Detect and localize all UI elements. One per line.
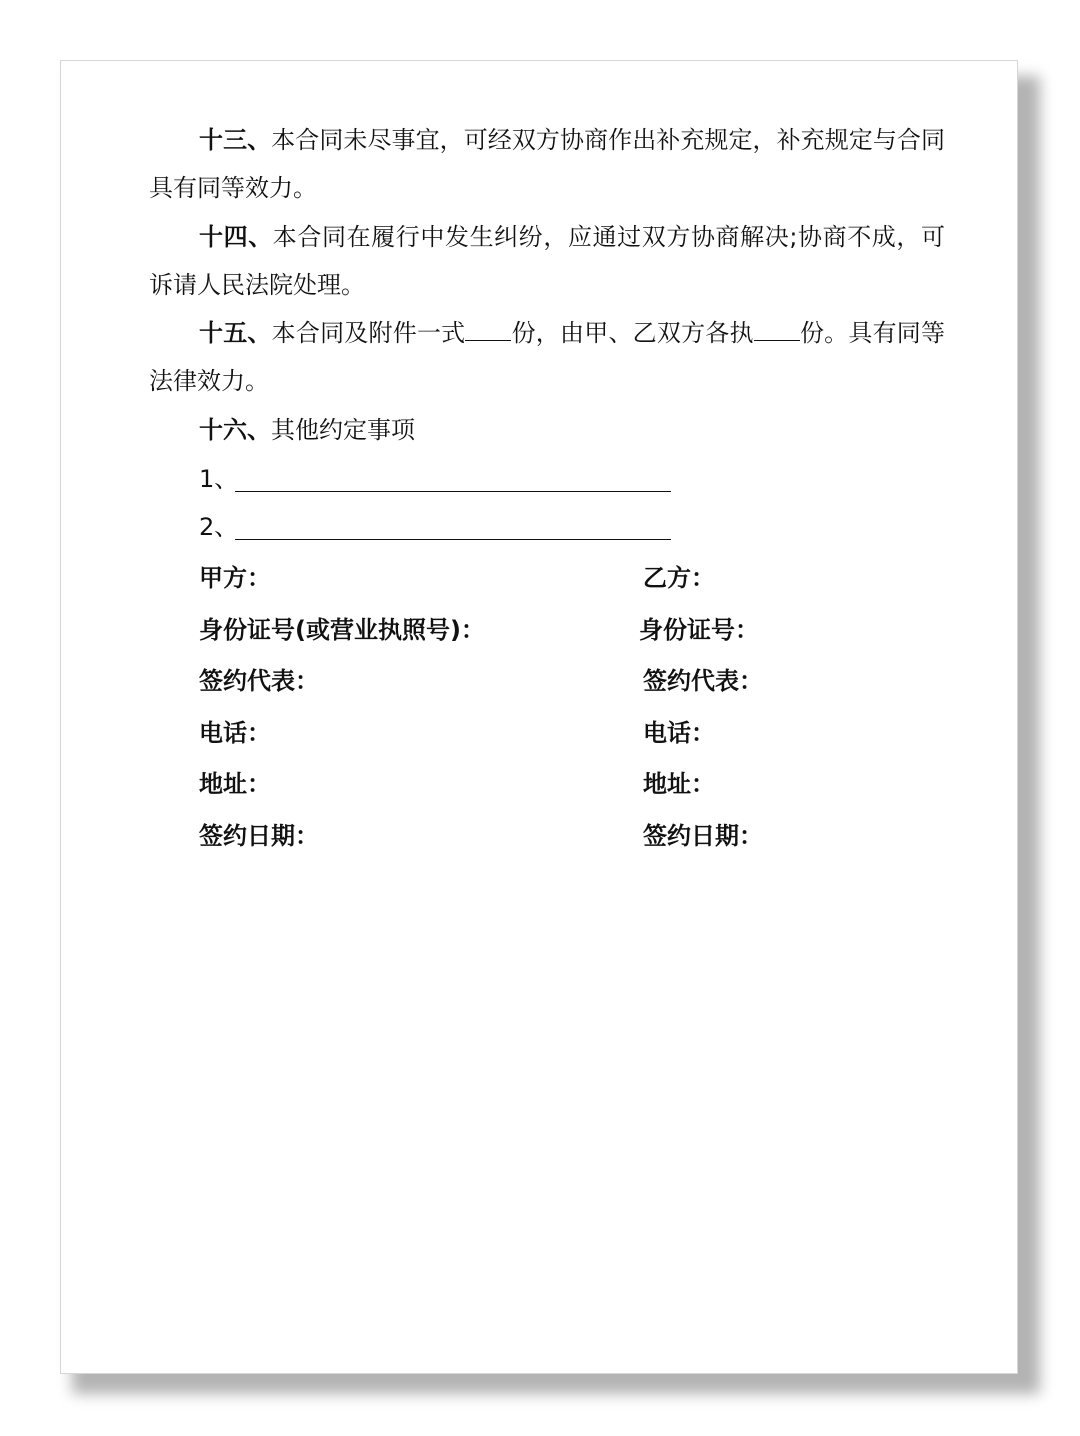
clause-15-text-c: 份。具有同等法律效力。 — [149, 319, 946, 395]
item-2-label: 2、 — [199, 513, 239, 541]
party-b-rep: 签约代表： — [643, 667, 763, 695]
party-b-date: 签约日期： — [643, 822, 763, 850]
clause-15 — [149, 309, 945, 405]
item-1-label: 1、 — [199, 465, 239, 493]
clause-15-number: 十五、 — [199, 319, 272, 347]
copies-total-blank[interactable] — [465, 318, 511, 341]
clause-14-text: 本合同在履行中发生纠纷，应通过双方协商解决;协商不成，可诉请人民法院处理。 — [149, 223, 945, 299]
party-a-address: 地址： — [199, 770, 271, 798]
party-a-phone: 电话： — [199, 719, 271, 747]
party-b-id: 身份证号： — [639, 616, 759, 644]
party-b-name: 乙方： — [643, 564, 715, 592]
document-page — [60, 60, 1018, 1374]
party-b-phone: 电话： — [643, 719, 715, 747]
clause-14 — [149, 213, 945, 309]
party-a-name: 甲方： — [199, 564, 271, 592]
clause-16-number: 十六、 — [199, 416, 271, 444]
party-a-rep: 签约代表： — [199, 667, 319, 695]
clause-16 — [149, 406, 945, 454]
clause-13-number: 十三、 — [199, 126, 272, 154]
item-1-blank[interactable] — [235, 491, 671, 492]
party-b-address: 地址： — [643, 770, 715, 798]
party-a-id: 身份证号(或营业执照号)： — [199, 616, 485, 644]
party-a-date: 签约日期： — [199, 822, 319, 850]
clause-13-text: 本合同未尽事宜，可经双方协商作出补充规定，补充规定与合同具有同等效力。 — [149, 126, 946, 202]
clause-15-text-a: 本合同及附件一式 — [271, 319, 466, 347]
copies-each-blank[interactable] — [754, 318, 800, 341]
clause-13 — [149, 116, 945, 212]
clause-14-number: 十四、 — [199, 223, 273, 251]
item-2-blank[interactable] — [235, 539, 671, 540]
clause-16-text: 其他约定事项 — [271, 416, 415, 444]
clause-15-text-b: 份，由甲、乙双方各执 — [511, 319, 754, 347]
